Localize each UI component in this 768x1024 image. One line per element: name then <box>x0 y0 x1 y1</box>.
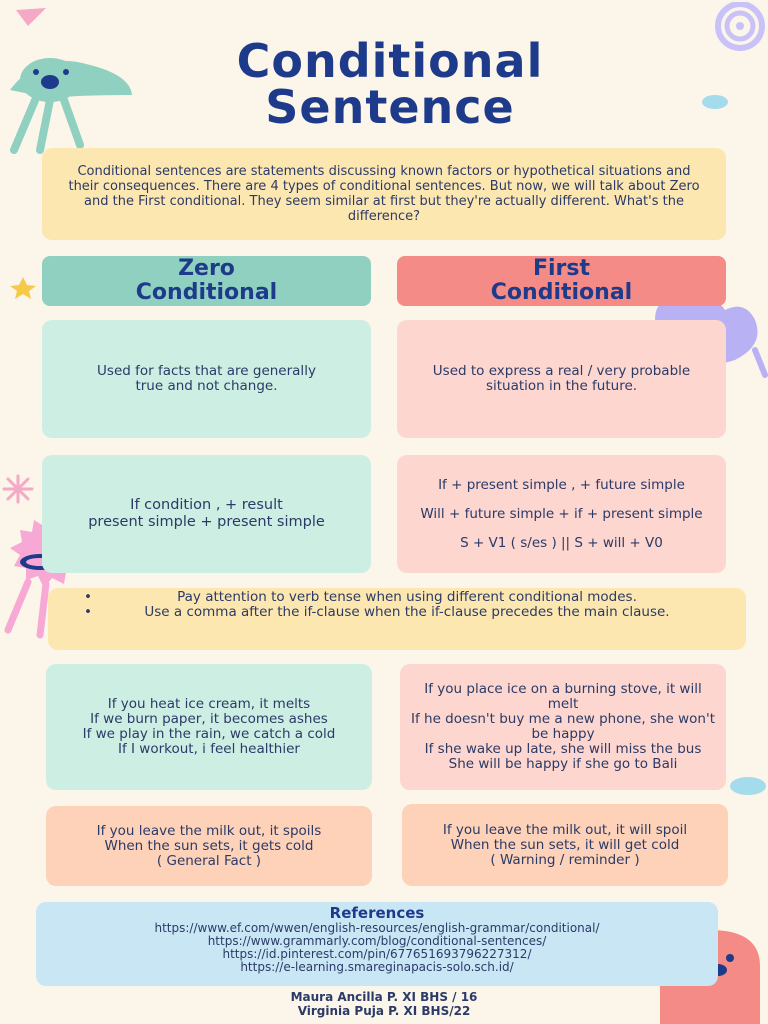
first-formula-line2: Will + future simple + if + present simple <box>420 505 703 522</box>
first-note-line2: When the sun sets, it will get cold <box>450 836 680 853</box>
author-name: Maura Ancilla P. XI BHS / 16 <box>290 990 478 1004</box>
example-sentence: If we play in the rain, we catch a cold <box>82 726 336 742</box>
first-header-line2: Conditional <box>490 280 633 305</box>
example-sentence: If he doesn't buy me a new phone, she won't be happy <box>411 711 715 742</box>
zero-formula-card <box>42 455 371 573</box>
reference-link[interactable]: https://www.grammarly.com/blog/conditional-sentences/ <box>207 934 547 948</box>
first-formula-line3: S + V1 ( s/es ) || S + will + V0 <box>460 534 663 551</box>
example-sentence: If you heat ice cream, it melts <box>107 696 311 712</box>
references-title: References <box>329 904 425 922</box>
reference-link[interactable]: https://www.ef.com/wwen/english-resources/english-grammar/conditional/ <box>154 921 600 935</box>
first-examples-card <box>400 664 726 790</box>
star-icon <box>8 276 38 300</box>
example-sentence: If we burn paper, it becomes ashes <box>90 711 328 727</box>
zero-note-line2: When the sun sets, it gets cold <box>104 837 314 854</box>
zero-conditional-header <box>42 256 371 306</box>
references-box <box>36 902 718 986</box>
example-sentence: If I workout, i feel healthier <box>118 741 300 757</box>
page-title-line2: Sentence <box>265 80 515 134</box>
first-note-card <box>402 804 728 886</box>
first-usage-card: Used to express a real / very probable situation in the future. <box>397 320 726 438</box>
triangle-icon <box>14 6 48 28</box>
author-name: Virginia Puja P. XI BHS/22 <box>297 1004 471 1018</box>
first-note-line3: ( Warning / reminder ) <box>490 851 640 868</box>
tip-item <box>58 605 736 620</box>
example-sentence: If you place ice on a burning stove, it will melt <box>424 681 702 712</box>
tip-text: Pay attention to verb tense when using different conditional modes. <box>177 589 637 605</box>
first-formula-card <box>397 455 726 573</box>
spacer <box>420 522 702 536</box>
first-note-line1: If you leave the milk out, it will spoil <box>442 821 688 838</box>
zero-note-line3: ( General Fact ) <box>156 852 262 869</box>
tip-item <box>58 590 736 605</box>
bullet-icon: • <box>84 589 92 605</box>
zero-examples-card <box>46 664 372 790</box>
zero-header-line1: Zero <box>178 256 235 281</box>
spacer <box>420 493 702 507</box>
star-icon <box>0 474 36 504</box>
zero-header-line2: Conditional <box>135 280 278 305</box>
authors <box>200 990 568 1018</box>
first-conditional-header <box>397 256 726 306</box>
reference-link[interactable]: https://e-learning.smareginapacis-solo.sch.id/ <box>240 960 514 974</box>
bullet-icon: • <box>84 604 92 620</box>
zero-note-line1: If you leave the milk out, it spoils <box>96 822 322 839</box>
cloud-icon <box>700 92 730 110</box>
zero-note-card <box>46 806 372 886</box>
example-sentence: If she wake up late, she will miss the bus <box>424 741 702 757</box>
example-sentence: She will be happy if she go to Bali <box>448 756 678 772</box>
zero-formula-line1: If condition , + result <box>130 497 283 513</box>
intro-paragraph: Conditional sentences are statements discussing known factors or hypothetical situations and their consequences. There are 4 types of conditional sentences. But now, we will talk about Zero and the First conditional. They seem similar at first but they're actually different. What's the difference? <box>42 148 726 240</box>
cloud-icon <box>728 772 768 798</box>
first-header-line1: First <box>532 256 591 281</box>
tips-box <box>48 588 746 650</box>
reference-link[interactable]: https://id.pinterest.com/pin/677651693796227312/ <box>222 947 532 961</box>
first-formula-line1: If + present simple , + future simple <box>438 476 685 493</box>
mint-jellyfish-mascot <box>0 50 140 155</box>
swirl-icon <box>700 2 768 52</box>
tip-text: Use a comma after the if-clause when the if-clause precedes the main clause. <box>144 604 670 620</box>
zero-formula-line2: present simple + present simple <box>88 514 325 530</box>
page-title <box>140 34 640 134</box>
page-title-line1: Conditional <box>236 34 544 88</box>
zero-usage-card: Used for facts that are generally true and not change. <box>42 320 371 438</box>
